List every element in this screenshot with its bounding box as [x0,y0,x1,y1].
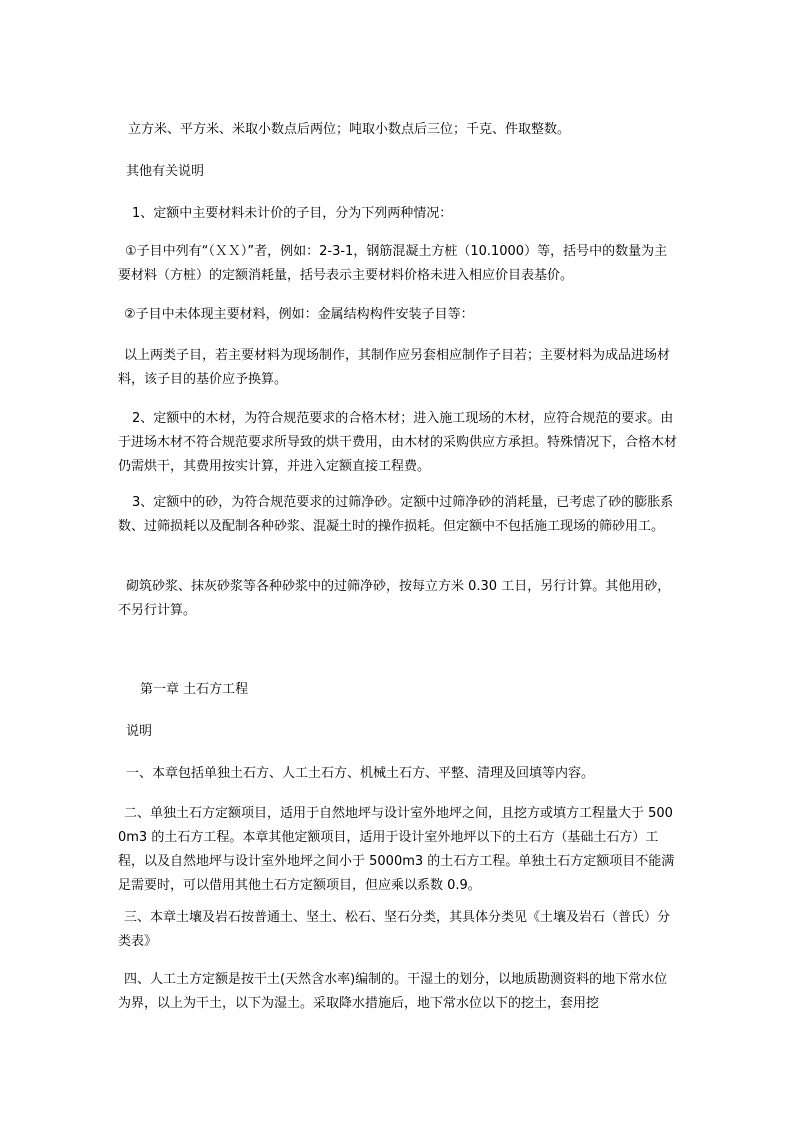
paragraph-item-3: 三、本章土壤及岩石按普通土、坚土、松石、坚石分类，其具体分类见《土壤及岩石（普氏）分类表》 [118,910,671,949]
paragraph-note-3-sand: 3、定额中的砂，为符合规范要求的过筛净砂。定额中过筛净砂的消耗量，已考虑了砂的膨胀系数、过筛损耗以及配制各种砂浆、混凝土时的操作损耗。但定额中不包括施工现场的筛砂用工。 [118,495,674,534]
paragraph-case-2: ②子目中未体现主要材料，例如：金属结构构件安装子目等： [124,307,474,322]
paragraph-item-4: 四、人工土方定额是按干土(天然含水率)编制的。干湿土的划分，以地质勘测资料的地下常水位为界，以上为干土，以下为湿土。采取降水措施后，地下常水位以下的挖土，套用挖 [118,972,668,1011]
paragraph-note-2-timber: 2、定额中的木材，为符合规范要求的合格木材；进入施工现场的木材，应符合规范的要求。由于进场木材不符合规范要求所导致的烘干费用，由木材的采购供应方承担。特殊情况下，合格木材仍需烘干，其费用按实计算，并进入定额直接工程费。 [118,411,678,474]
paragraph-item-2: 二、单独土石方定额项目，适用于自然地坪与设计室外地坪之间，且挖方或填方工程量大于 5000m3 的土石方工程。本章其他定额项目，适用于设计室外地坪以下的土石方（基础土石方）工程，以及自然地坪与设计室外地坪之间小于 5000m3 的土石方工程。单独土石方定额项目不能满足需要时，可以借用其他土石方定额项目，但应乘以系数 0.9。 [118,806,675,893]
paragraph-item-1: 一、本章包括单独土石方、人工土石方、机械土石方、平整、清理及回填等内容。 [126,766,595,781]
paragraph-case-handling: 以上两类子目，若主要材料为现场制作，其制作应另套相应制作子目若；主要材料为成品进场材料，该子目的基价应予换算。 [118,348,671,387]
section-heading-description: 说明 [126,724,153,739]
paragraph-mortar-sand: 砌筑砂浆、抹灰砂浆等各种砂浆中的过筛净砂，按每立方米 0.30 工日，另行计算。其他用砂，不另行计算。 [118,579,671,618]
paragraph-case-1: ①子目中列有“（ＸＸ）”者，例如：2-3-1，钢筋混凝土方桩（10.1000）等，括号中的数量为主要材料（方桩）的定额消耗量，括号表示主要材料价格未进入相应价目表基价。 [118,244,668,283]
paragraph-note-1: 1、定额中主要材料未计价的子目，分为下列两种情况： [132,206,453,221]
chapter-title: 第一章 土石方工程 [140,682,249,697]
section-heading-other-notes: 其他有关说明 [126,164,205,179]
paragraph-rounding-rules: 立方米、平方米、米取小数点后两位；吨取小数点后三位；千克、件取整数。 [128,122,571,137]
